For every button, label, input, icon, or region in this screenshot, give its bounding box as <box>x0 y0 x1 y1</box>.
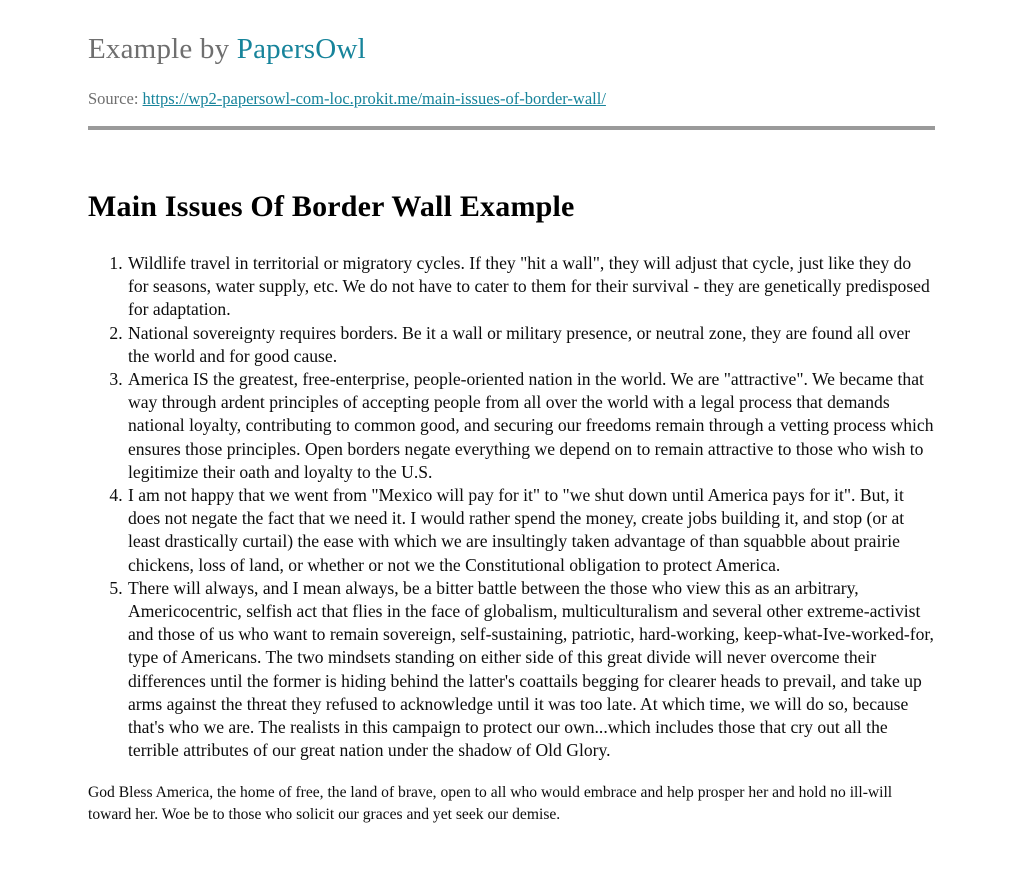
list-item: 1. Wildlife travel in territorial or migratory cycles. If they "hit a wall", they will adjust that cycle, just like they do for seasons, water supply, etc. We do not have to cater to them for their survival - they are genetically predisposed for adaptation. <box>127 252 935 322</box>
closing-paragraph: God Bless America, the home of free, the land of brave, open to all who would embrace and help prosper her and hold no ill-will toward her. Woe be to those who solicit our graces and yet seek our demise. <box>88 784 893 823</box>
article-title: Main Issues Of Border Wall Example <box>88 190 575 223</box>
source-label: Source: <box>88 89 143 108</box>
divider <box>88 126 935 130</box>
source-link[interactable]: https://wp2-papersowl-com-loc.prokit.me/main-issues-of-border-wall/ <box>142 89 606 108</box>
list-item: 2. National sovereignty requires borders. Be it a wall or military presence, or neutral zone, they are found all over the world and for good cause. <box>127 322 935 368</box>
page-title <box>88 33 935 66</box>
list-item: 5. There will always, and I mean always, be a bitter battle between the those who view this as an arbitrary, Americocentric, selfish act that flies in the face of globalism, multiculturalism and several other extreme-activist and those of us who want to remain sovereign, self-sustaining, patriotic, hard-working, keep-what-Ive-worked-for, type of Americans. The two mindsets standing on either side of this great divide will never overcome their differences until the former is hiding behind the latter's coattails begging for clearer heads to prevail, and take up arms against the threat they refused to acknowledge until it was too late. At which time, we will do so, because that's who we are. The realists in this campaign to protect our own...which includes those that cry out all the terrible attributes of our great nation under the shadow of Old Glory. <box>127 577 935 763</box>
source-line <box>88 89 935 109</box>
issues-list <box>88 252 935 762</box>
page-title-prefix: Example by <box>88 33 237 65</box>
brand-link[interactable]: PapersOwl <box>236 33 366 65</box>
list-item: 4. I am not happy that we went from "Mexico will pay for it" to "we shut down until America pays for it". But, it does not negate the fact that we need it. I would rather spend the money, create jobs building it, and stop (or at least drastically curtail) the ease with which we are insultingly taken advantage of than squabble about prairie chickens, loss of land, or whether or not we the Constitutional obligation to protect America. <box>127 484 935 577</box>
list-item: 3. America IS the greatest, free-enterprise, people-oriented nation in the world. We are "attractive". We became that way through ardent principles of accepting people from all over the world with a legal process that demands national loyalty, contributing to common good, and securing our freedoms remain through a vetting process which ensures those principles. Open borders negate everything we depend on to remain attractive to those who wish to legitimize their oath and loyalty to the U.S. <box>127 368 935 484</box>
